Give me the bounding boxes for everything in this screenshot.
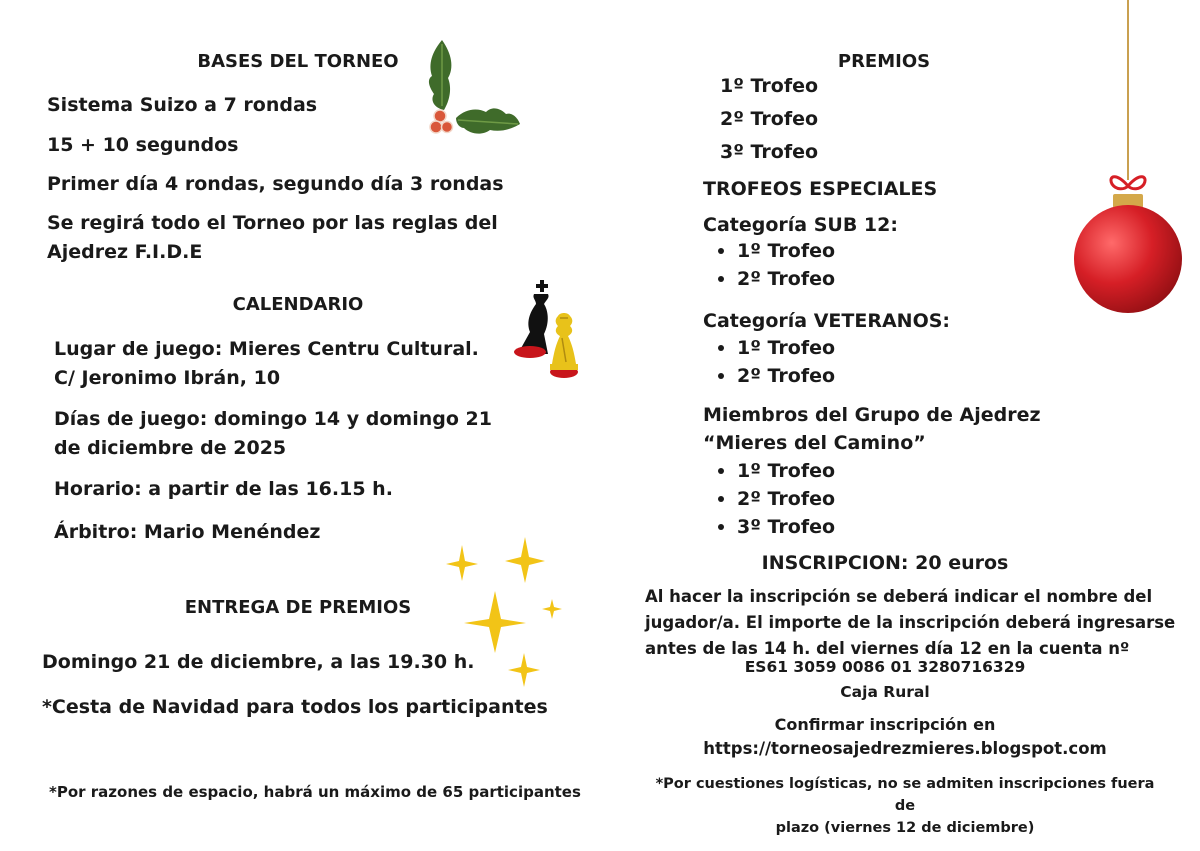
premios-item-2: 2º Trofeo [720,108,819,130]
miembros-list [703,457,835,541]
entrega-line-1: Domingo 21 de diciembre, a las 19.30 h. [42,651,475,673]
especiales-title: TROFEOS ESPECIALES [703,178,938,200]
sparkle-stars-icon [440,535,570,695]
premios-list [720,70,818,169]
veteranos-label: Categoría VETERANOS: [703,310,950,332]
chess-king-pawn-icon [510,278,585,383]
entrega-title: ENTREGA DE PREMIOS [184,597,412,618]
inscripcion-text [645,584,1175,662]
inscripcion-title: INSCRIPCION: 20 euros [761,552,1009,574]
left-footnote: *Por razones de espacio, habrá un máximo de 65 participantes [49,783,581,801]
bases-line-3: Primer día 4 rondas, segundo día 3 rondas [47,173,504,195]
calendario-line-6: Árbitro: Mario Menéndez [54,521,321,543]
logistics-note-line-2: plazo (viernes 12 de diciembre) [775,820,1035,836]
logistics-note-line-1: *Por cuestiones logísticas, no se admiten inscripciones fuera de [655,776,1155,814]
inscripcion-line-2: jugador/a. El importe de la inscripción deberá ingresarse [645,613,1176,632]
calendario-line-4: de diciembre de 2025 [54,437,287,459]
christmas-ornament-icon [1068,0,1188,320]
calendario-line-5: Horario: a partir de las 16.15 h. [54,478,393,500]
miembros-item-1: 1º Trofeo [703,457,835,485]
sub12-list [703,237,835,293]
bank-name: Caja Rural [840,683,930,701]
veteranos-list [703,334,835,390]
miembros-item-3: 3º Trofeo [703,513,835,541]
confirm-label: Confirmar inscripción en [774,715,996,734]
miembros-item-2: 2º Trofeo [703,485,835,513]
sub12-label: Categoría SUB 12: [703,214,898,236]
sub12-item-1: 1º Trofeo [703,237,835,265]
entrega-line-2: *Cesta de Navidad para todos los participantes [42,696,548,718]
bases-line-4: Se regirá todo el Torneo por las reglas del [47,212,498,234]
calendario-line-1: Lugar de juego: Mieres Centru Cultural. [54,338,479,360]
veteranos-item-2: 2º Trofeo [703,362,835,390]
holly-leaves-icon [420,38,525,138]
inscripcion-line-1: Al hacer la inscripción se deberá indicar el nombre del [645,587,1153,606]
miembros-label-2: “Mieres del Camino” [703,432,926,454]
bases-line-5: Ajedrez F.I.D.E [47,241,203,263]
bases-title: BASES DEL TORNEO [197,51,399,72]
sub12-item-2: 2º Trofeo [703,265,835,293]
bases-line-2: 15 + 10 segundos [47,134,239,156]
bases-line-1: Sistema Suizo a 7 rondas [47,94,318,116]
veteranos-item-1: 1º Trofeo [703,334,835,362]
calendario-line-2: C/ Jeronimo Ibrán, 10 [54,367,281,389]
premios-item-3: 3º Trofeo [720,141,819,163]
logistics-note [645,773,1165,839]
inscripcion-line-3: antes de las 14 h. del viernes día 12 en la cuenta nº [645,639,1130,658]
miembros-label-1: Miembros del Grupo de Ajedrez [703,404,1041,426]
account-number: ES61 3059 0086 01 3280716329 [744,658,1026,676]
calendario-line-3: Días de juego: domingo 14 y domingo 21 [54,408,492,430]
blog-link[interactable]: https://torneosajedrezmieres.blogspot.com [703,739,1107,758]
premios-item-1: 1º Trofeo [720,75,819,97]
premios-title: PREMIOS [837,51,931,72]
calendario-title: CALENDARIO [232,294,364,315]
